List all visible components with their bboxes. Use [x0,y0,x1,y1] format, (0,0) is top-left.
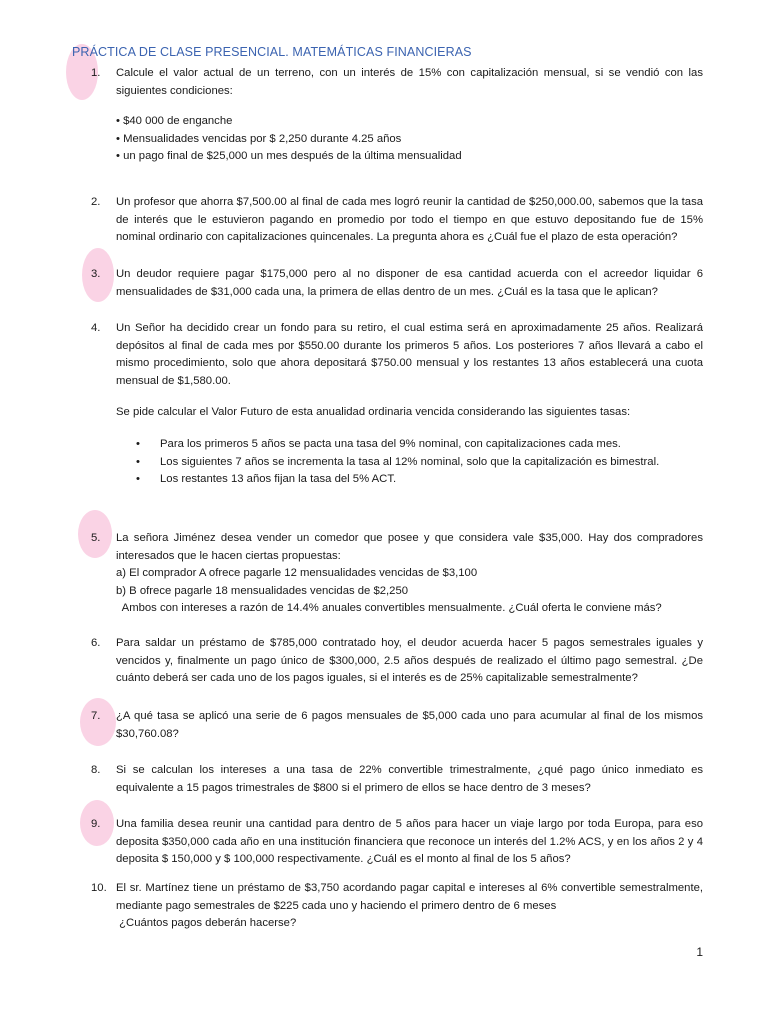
problem-text: Si se calculan los intereses a una tasa de 22% convertible trimestralmente, ¿qué pago único inmediato es equivalente a 15 pagos trimestrales de $800 si el primero de ellos se hace dentro de 3 meses? [116,764,703,794]
problem-number: 6. [91,637,101,649]
problem-intro: Se pide calcular el Valor Futuro de esta anualidad ordinaria vencida considerando las siguientes tasas: [116,406,631,419]
problem-9 [91,816,703,869]
bullet-icon: • [136,455,140,468]
problem-number: 3. [91,268,101,280]
condition-item: • Mensualidades vencidas por $ 2,250 durante 4.25 años [116,132,402,145]
problem-number: 2. [91,196,101,208]
problem-7 [91,708,703,743]
problem-text: La señora Jiménez desea vender un comedor que posee y que considera vale $35,000. Hay dos compradores interesados que le hacen ciertas propuestas: [116,532,703,562]
page-number: 1 [696,945,703,959]
problem-text: El sr. Martínez tiene un préstamo de $3,750 acordando pagar capital e intereses al 6% convertible semestralmente, mediante pago semestrales de $225 cada uno y haciendo el primero dentro de 6 meses [116,882,703,912]
problem-8 [91,762,703,797]
offer-item: Ambos con intereses a razón de 14.4% anuales convertibles mensualmente. ¿Cuál oferta le conviene más? [116,602,662,615]
problem-10 [91,880,703,933]
problem-text: ¿A qué tasa se aplicó una serie de 6 pagos mensuales de $5,000 cada uno para acumular al final de los mismos $30,760.08? [116,710,703,740]
problem-text: Un profesor que ahorra $7,500.00 al final de cada mes logró reunir la cantidad de $250,000.00, sabemos que la tasa de interés que le estuvieron pagando en promedio por todo el tiempo en que estuvo depositando fue de 15% nominal ordinario con capitalizaciones quincenales. La pregunta ahora es ¿Cuál fue el plazo de esta operación? [116,196,703,244]
problem-number: 10. [91,882,107,894]
problem-1 [91,65,703,166]
problem-text: Para saldar un préstamo de $785,000 contratado hoy, el deudor acuerda hacer 5 pagos semestrales iguales y vencidos y, finalmente un pago único de $300,000, 2.5 años después de realizado el último pago semestral. ¿De cuánto deberá ser cada uno de los pagos iguales, si el interés es de 25% capitalizable semestralmente? [116,637,703,685]
problem-number: 9. [91,818,101,830]
condition-item: • un pago final de $25,000 un mes después de la última mensualidad [116,150,462,163]
problem-number: 4. [91,322,101,334]
problem-question: ¿Cuántos pagos deberán hacerse? [116,917,297,930]
problem-text: Un deudor requiere pagar $175,000 pero al no disponer de esa cantidad acuerda con el acreedor liquidar 6 mensualidades de $31,000 cada una, la primera de ellas dentro de un mes. ¿Cuál es la tasa que le aplican? [116,268,703,298]
problem-4 [91,320,703,489]
rate-bullet: • Para los primeros 5 años se pacta una tasa del 9% nominal, con capitalizaciones cada mes. [136,436,703,454]
problem-3 [91,266,703,301]
problem-text: Una familia desea reunir una cantidad para dentro de 5 años para hacer un viaje largo por toda Europa, para eso deposita $350,000 cada año en una institución financiera que reconoce un interés del 1.2% ACS, y en los años 2 y 4 deposita $ 150,000 y $ 100,000 respectivamente. ¿Cuál es el monto al final de los 5 años? [116,818,703,866]
rate-bullet: • Los restantes 13 años fijan la tasa del 5% ACT. [136,471,703,489]
problem-number: 7. [91,710,101,722]
bullet-icon: • [136,437,140,450]
condition-item: • $40 000 de enganche [116,115,233,128]
problem-6 [91,635,703,688]
problem-5 [91,530,703,618]
offer-item: a) El comprador A ofrece pagarle 12 mensualidades vencidas de $3,100 [116,567,478,580]
problem-2 [91,194,703,247]
rate-bullet: • Los siguientes 7 años se incrementa la tasa al 12% nominal, solo que la capitalización es bimestral. [136,454,703,472]
problem-number: 8. [91,764,101,776]
bullet-icon: • [136,473,140,486]
page-title: PRÁCTICA DE CLASE PRESENCIAL. MATEMÁTICAS FINANCIERAS [72,45,472,59]
problem-number: 5. [91,532,101,544]
problem-number: 1. [91,67,101,79]
offer-item: b) B ofrece pagarle 18 mensualidades vencidas de $2,250 [116,584,409,597]
problem-text: Calcule el valor actual de un terreno, con un interés de 15% con capitalización mensual, si se vendió con las siguientes condiciones: [116,67,703,97]
problem-text: Un Señor ha decidido crear un fondo para su retiro, el cual estima será en aproximadamente 25 años. Realizará depósitos al final de cada mes por $550.00 durante los primeros 5 años. Los posteriores 7 años llevará a cabo el mismo procedimiento, solo que ahora depositará $750.00 mensual y los restantes 13 años establecerá una cuota mensual de $1,580.00. [116,322,703,387]
